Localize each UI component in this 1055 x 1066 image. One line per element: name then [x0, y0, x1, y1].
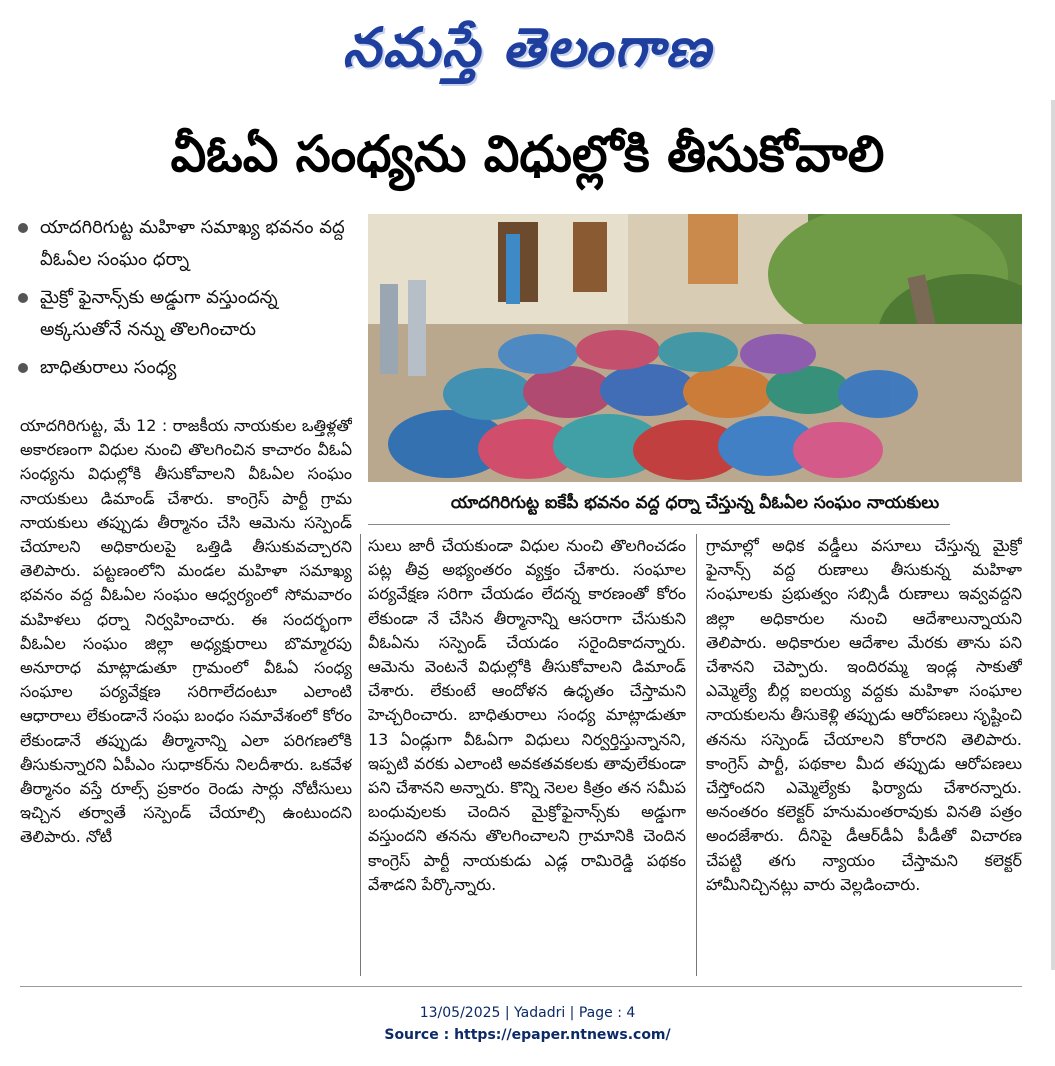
source-link[interactable]: Source : https://epaper.ntnews.com/	[384, 1027, 671, 1043]
footer-divider	[20, 986, 1022, 987]
page-edge-rule	[1051, 100, 1055, 970]
highlight-text: మైక్రో ఫైనాన్స్‌కు అడ్డుగా వస్తుందన్న అక్కసుతోనే నన్ను తొలగించారు	[40, 287, 278, 340]
dharna-photo-illustration	[368, 214, 1022, 482]
column-divider	[696, 534, 697, 976]
article-column-2: సులు జారీ చేయకుండా విధుల నుంచి తొలగించడం పట్ల తీవ్ర అభ్యంతరం వ్యక్తం చేశారు. సంఘాల పర్యవేక్షణ సరిగా చేయడం లేదన్న కారణంతో కోరం లేకుండా నే చేసిన తీర్మానాన్ని ఆసరాగా చేసుకుని వీఓఏను సస్పెండ్ చేయడం సరైందికాదన్నారు. ఆమెను వెంటనే విధుల్లోకి తీసుకోవాలని డిమాండ్ చేశారు. లేకుంటే ఆందోళన ఉధృతం చేస్తామని హెచ్చరించారు. బాధితురాలు సంధ్య మాట్లాడుతూ 13 ఏండ్లుగా వీఓఏగా విధులు నిర్వర్తిస్తున్నానని, ఇప్పటి వరకు ఎలాంటి అవకతవకలకు తావులేకుండా పని చేశానని అన్నారు. కొన్ని నెలల కిత్రం తన సమీప బంధువులకు చెందిన మైక్రోఫైనాన్స్‌కు అడ్డుగా వస్తుందని తనను తొలగించాలని గ్రామానికి చెందిన కాంగ్రెస్ పార్టీ నాయకుడు ఎడ్ల రామిరెడ్డి పథకం వేశాడని పేర్కొన్నారు.	[368, 536, 686, 894]
edition-info: 13/05/2025 | Yadadri | Page : 4	[419, 1005, 636, 1021]
bullet-dot-icon	[18, 293, 28, 303]
caption-divider	[368, 524, 950, 525]
highlight-item	[18, 352, 358, 384]
highlight-text: యాదగిరిగుట్ట మహిళా సమాఖ్య భవనం వద్ద వీఓఏల సంఘం ధర్నా	[40, 217, 345, 270]
article-column-1: యాదగిరిగుట్ట, మే 12 : రాజకీయ నాయకుల ఒత్తిళ్లతో అకారణంగా విధుల నుంచి తొలగించిన కాచారం వీఓఏ సంధ్యను విధుల్లోకి తీసుకోవాలని వీఓఏల సంఘం నాయకులు డిమాండ్ చేశారు. కాంగ్రెస్ పార్టీ గ్రామ నాయకులు తప్పుడు తీర్మానం చేసి ఆమెను సస్పెండ్ చేయాలని అధికారులపై ఒత్తిడి తీసుకువచ్చారని తెలిపారు. పట్టణంలోని మండల మహిళా సమాఖ్య భవనం వద్ద వీఓఏల సంఘం ఆధ్వర్యంలో సోమవారం మహిళలు ధర్నా నిర్వహించారు. ఈ సందర్భంగా వీఓఏల సంఘం జిల్లా అధ్యక్షురాలు బొమ్మారపు అనూరాధ మాట్లాడుతూ గ్రామంలో వీఓఏ సంధ్య సంఘాల పర్యవేక్షణ సరిగాలేదంటూ ఎలాంటి ఆధారాలు లేకుండానే సంఘ బంధం సమావేశంలో కోరం లేకుండానే తప్పుడు తీర్మానాన్ని ఎలా పరిగణలోకి తీసుకున్నారని ఏపీఎం సుధాకర్‌ను నిలదీశారు. ఒకవేళ తీర్మానం వస్తే రూల్స్ ప్రకారం రెండు సార్లు నోటీసులు ఇచ్చిన తర్వాతే సస్పెండ్ చేయాల్సి ఉంటుందని తెలిపారు. నోటీ	[20, 416, 352, 847]
newspaper-masthead: నమస్తే తెలంగాణ	[342, 16, 713, 79]
highlight-item	[18, 212, 358, 276]
highlight-item	[18, 282, 358, 346]
page-footer	[0, 1002, 1055, 1046]
article-column-3: గ్రామాల్లో అధిక వడ్డీలు వసూలు చేస్తున్న మైక్రో ఫైనాన్స్ వద్ద రుణాలు తీసుకున్న మహిళా సంఘాలకు ప్రభుత్వం సబ్సిడీ రుణాలు ఇవ్వవద్దని జిల్లా అధికారుల నుంచి ఆదేశాలున్నాయని తెలిపారు. అధికారుల ఆదేశాల మేరకు తాను పని చేశానని చెప్పారు. ఇందిరమ్మ ఇండ్ల సాకుతో ఎమ్మెల్యే బీర్ల ఐలయ్య వద్దకు మహిళా సంఘాల నాయకులను తీసుకెళ్లి తప్పుడు ఆరోపణలు సృష్టించి తనను సస్పెండ్ చేయాలని కోరారని తెలిపారు. కాంగ్రెస్ పార్టీ, పథకాల మీద తప్పుడు ఆరోపణలు చేస్తోందని ఎమ్మెల్యేకు ఫిర్యాదు చేశారన్నారు. అనంతరం కలెక్టర్ హనుమంతరావుకు వినతి పత్రం అందజేశారు. దీనిపై డీఆర్‌డీఏ పీడీతో విచారణ చేపట్టి తగు న్యాయం చేస్తామని కలెక్టర్ హామీనిచ్చినట్లు వారు వెల్లడించారు.	[706, 536, 1022, 894]
highlight-text: బాధితురాలు సంధ్య	[40, 357, 177, 378]
column-divider	[360, 534, 361, 976]
bullet-dot-icon	[18, 223, 28, 233]
highlights-list	[18, 212, 358, 408]
photo-caption: యాదగిరిగుట్ట ఐకేపీ భవనం వద్ద ధర్నా చేస్తున్న వీఓఏల సంఘం నాయకులు	[450, 493, 940, 513]
news-photo	[368, 214, 1022, 482]
article-headline: వీఓఏ సంధ్యను విధుల్లోకి తీసుకోవాలి	[170, 125, 885, 183]
bullet-dot-icon	[18, 363, 28, 373]
